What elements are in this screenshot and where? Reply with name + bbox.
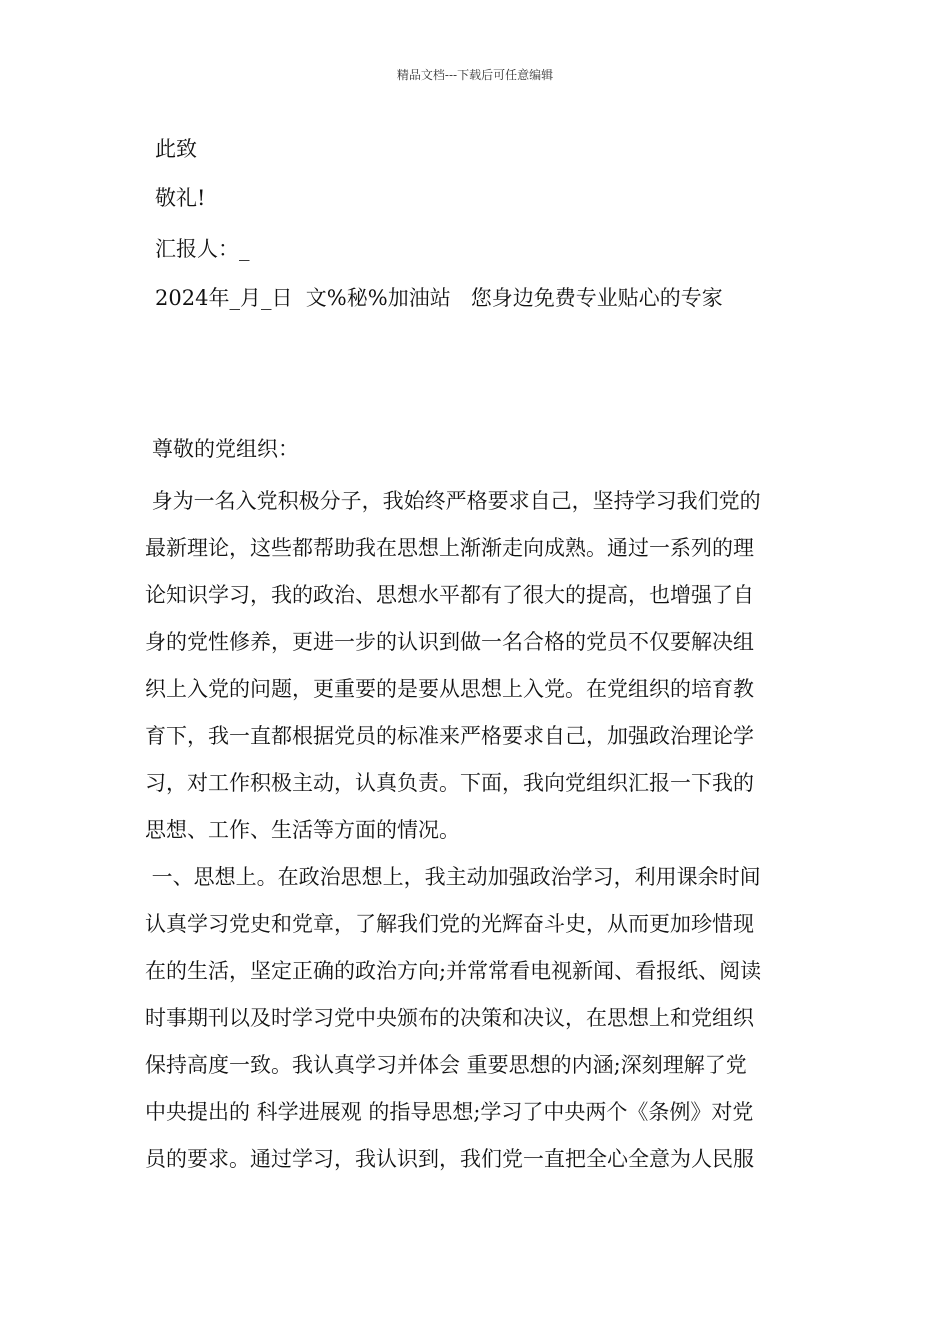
body-line: 保持高度一致。我认真学习并体会 重要思想的内涵;深刻理解了党 <box>145 1053 747 1077</box>
body-line: 育下，我一直都根据党员的标准来严格要求自己，加强政治理论学 <box>145 724 754 748</box>
body-line: 习，对工作积极主动，认真负责。下面，我向党组织汇报一下我的 <box>145 771 754 795</box>
date-line: 2024年_月_日 文%秘%加油站 您身边免费专业贴心的专家 <box>155 286 723 310</box>
body-line: 在的生活，坚定正确的政治方向;并常常看电视新闻、看报纸、阅读 <box>145 959 762 983</box>
body-line: 最新理论，这些都帮助我在思想上渐渐走向成熟。通过一系列的理 <box>145 536 754 560</box>
body-line: 织上入党的问题，更重要的是要从思想上入党。在党组织的培育教 <box>145 677 754 701</box>
body-line: 论知识学习，我的政治、思想水平都有了很大的提高，也增强了自 <box>145 583 754 607</box>
letter-salutation: 尊敬的党组织： <box>152 437 299 461</box>
closing-cizhi: 此致 <box>155 137 197 161</box>
reporter-line: 汇报人：_ <box>155 237 250 261</box>
body-line: 身为一名入党积极分子，我始终严格要求自己，坚持学习我们党的 <box>145 489 761 513</box>
body-line: 员的要求。通过学习，我认识到，我们党一直把全心全意为人民服 <box>145 1147 754 1171</box>
body-line: 时事期刊以及时学习党中央颁布的决策和决议，在思想上和党组织 <box>145 1006 754 1030</box>
body-line: 认真学习党史和党章，了解我们党的光辉奋斗史，从而更加珍惜现 <box>145 912 754 936</box>
letter-body <box>145 478 810 1183</box>
body-line: 思想、工作、生活等方面的情况。 <box>145 818 460 842</box>
page-header: 精品文档---下载后可任意编辑 <box>396 68 554 82</box>
body-line: 中央提出的 科学进展观 的指导思想;学习了中央两个《条例》对党 <box>145 1100 754 1124</box>
body-line: 身的党性修养，更进一步的认识到做一名合格的党员不仅要解决组 <box>145 630 754 654</box>
closing-jingli: 敬礼! <box>155 186 206 210</box>
body-line: 一、思想上。在政治思想上，我主动加强政治学习，利用课余时间 <box>145 865 761 889</box>
